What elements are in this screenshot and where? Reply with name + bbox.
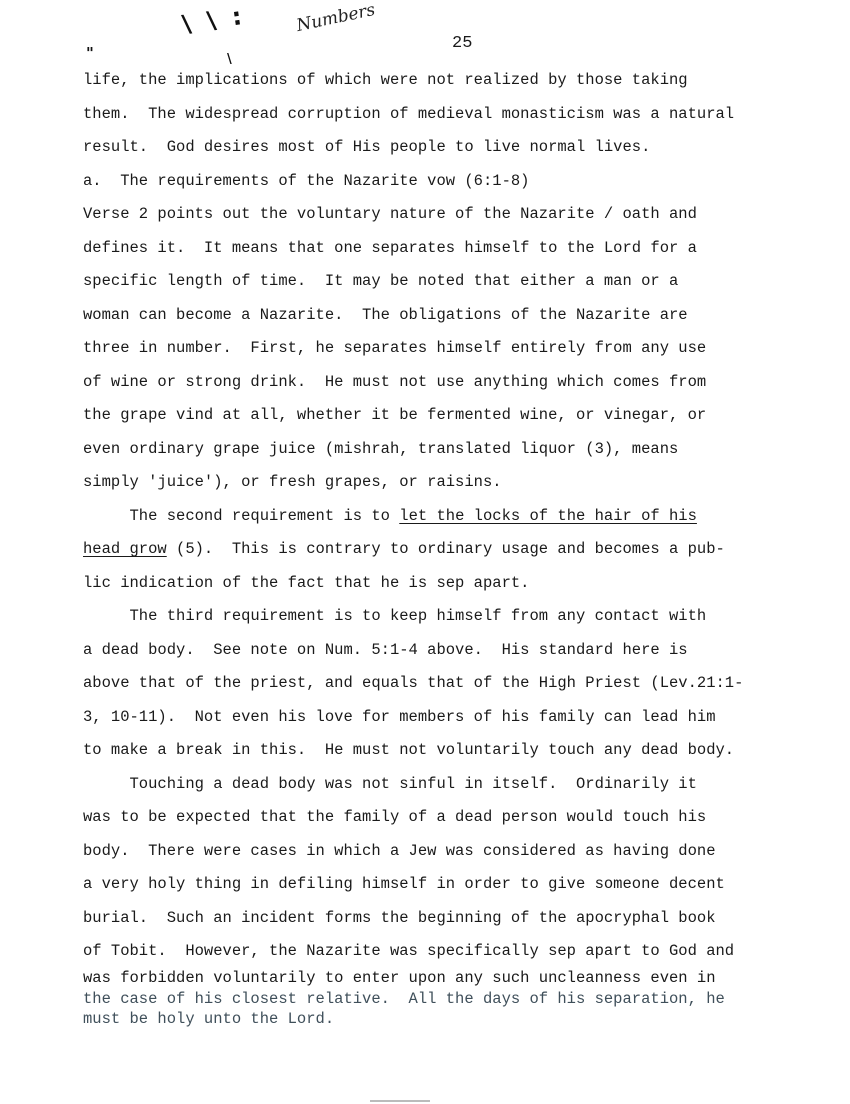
text-line: a very holy thing in defiling himself in order to give someone decent (83, 875, 725, 893)
text-line: The third requirement is to keep himself from any contact with (83, 607, 707, 625)
text-line: the grape vind at all, whether it be fermented wine, or vinegar, or (83, 406, 707, 424)
text-line: lic indication of the fact that he is sep apart. (83, 573, 530, 592)
text-line: 3, 10-11). Not even his love for members of his family can lead him (83, 707, 716, 726)
text-span: The second requirement is to (83, 506, 400, 525)
handwritten-marks-top: \ \ : (180, 1, 248, 39)
text-line: woman can become a Nazarite. The obligations of the Nazarite are (83, 305, 688, 324)
handwritten-mark-small: \ (227, 52, 232, 67)
text-line: result. God desires most of His people to live normal lives. (83, 138, 651, 156)
document-tail (83, 968, 843, 1030)
text-line: of wine or strong drink. He must not use anything which comes from (83, 372, 707, 391)
text-line: simply 'juice'), or fresh grapes, or raisins. (83, 473, 502, 491)
text-line: burial. Such an incident forms the beginning of the apocryphal book (83, 908, 716, 927)
text-line: defines it. It means that one separates himself to the Lord for a (83, 238, 697, 257)
handwritten-mark-left: " (86, 44, 94, 62)
text-span: (5). This is contrary to ordinary usage and becomes a pub- (166, 540, 725, 558)
text-line: Touching a dead body was not sinful in itself. Ordinarily it (83, 774, 697, 793)
text-line (83, 502, 843, 536)
text-line: the case of his closest relative. All the days of his separation, he (83, 989, 725, 1008)
text-line: must be holy unto the Lord. (83, 1010, 335, 1028)
text-line: them. The widespread corruption of medieval monasticism was a natural (83, 104, 735, 123)
text-line: to make a break in this. He must not voluntarily touch any dead body. (83, 741, 735, 759)
text-line: even ordinary grape juice (mishrah, translated liquor (3), means (83, 439, 679, 458)
text-line: a dead body. See note on Num. 5:1-4 above. His standard here is (83, 640, 688, 659)
text-line: above that of the priest, and equals that of the High Priest (Lev.21:1- (83, 674, 744, 692)
section-heading: a. The requirements of the Nazarite vow (6:1-8) (83, 171, 530, 190)
text-line: life, the implications of which were not realized by those taking (83, 71, 688, 89)
text-line: Verse 2 points out the voluntary nature of the Nazarite / oath and (83, 205, 697, 223)
bottom-rule (370, 1100, 430, 1102)
underlined-phrase: head grow (83, 540, 167, 558)
text-line: was forbidden voluntarily to enter upon any such uncleanness even in (83, 969, 716, 987)
text-line (83, 535, 843, 569)
text-line: specific length of time. It may be noted that either a man or a (83, 272, 679, 290)
page-number: 25 (452, 34, 473, 53)
underlined-phrase: let the locks of the hair of his (399, 506, 697, 525)
document-body (83, 66, 843, 971)
text-line: was to be expected that the family of a dead person would touch his (83, 808, 707, 826)
text-line: body. There were cases in which a Jew was considered as having done (83, 841, 716, 860)
handwritten-annotation: Numbers (294, 0, 377, 37)
text-line: three in number. First, he separates himself entirely from any use (83, 339, 707, 357)
text-line: of Tobit. However, the Nazarite was specifically sep apart to God and (83, 942, 735, 960)
